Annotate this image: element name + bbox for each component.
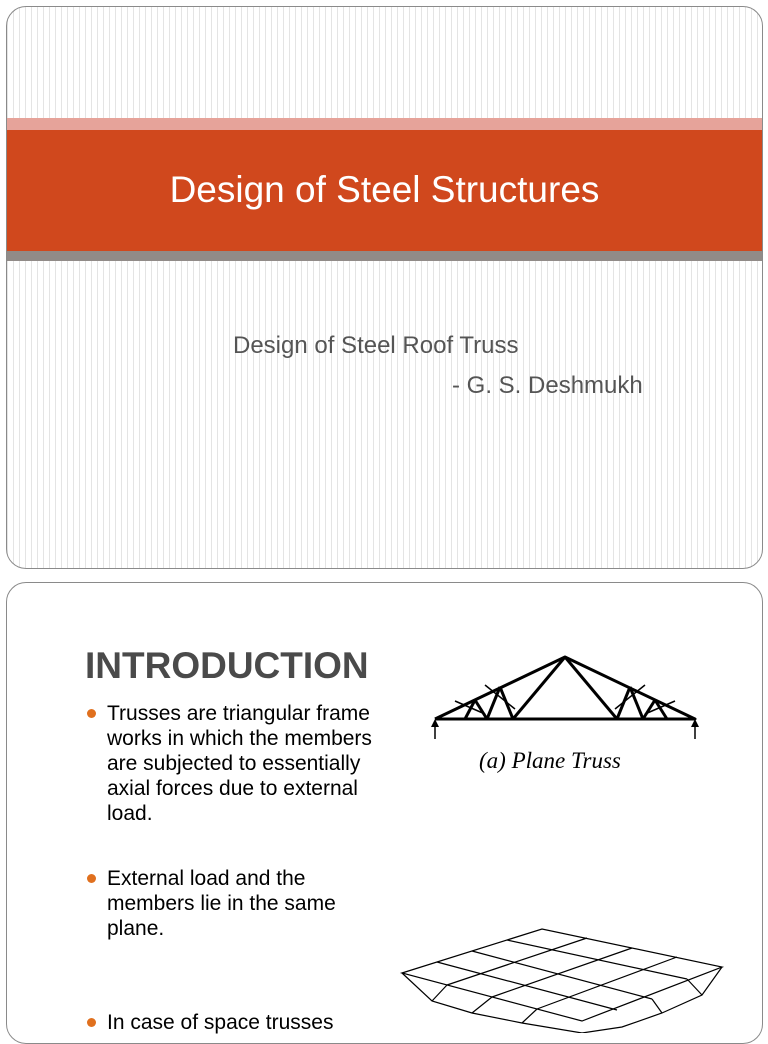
introduction-slide — [6, 582, 763, 1044]
bullet-dot-icon — [87, 874, 96, 883]
space-truss-diagram — [392, 923, 732, 1033]
bullet-dot-icon — [87, 709, 96, 718]
bullet-text: In case of space trusses — [107, 1011, 334, 1034]
bullet-item — [85, 1010, 395, 1035]
bullet-dot-icon — [87, 1018, 96, 1027]
title-slide — [6, 6, 763, 569]
figure-caption: (a) Plane Truss — [479, 748, 621, 773]
title-band-top — [7, 118, 762, 130]
heading-clip — [85, 641, 405, 691]
bullet-text: External load and the members lie in the same plane. — [107, 867, 336, 940]
slide-subtitle: Design of Steel Roof Truss — [233, 332, 519, 359]
title-band-bottom — [7, 251, 762, 261]
bullet-item — [85, 866, 395, 941]
slide-heading: INTRODUCTION — [85, 645, 369, 686]
bullet-item — [85, 701, 395, 826]
author-name: - G. S. Deshmukh — [452, 372, 643, 399]
bullet-text: Trusses are triangular frame works in which the members are subjected to essentially axial forces due to external load. — [107, 702, 372, 825]
slide-title: Design of Steel Structures — [169, 169, 600, 210]
